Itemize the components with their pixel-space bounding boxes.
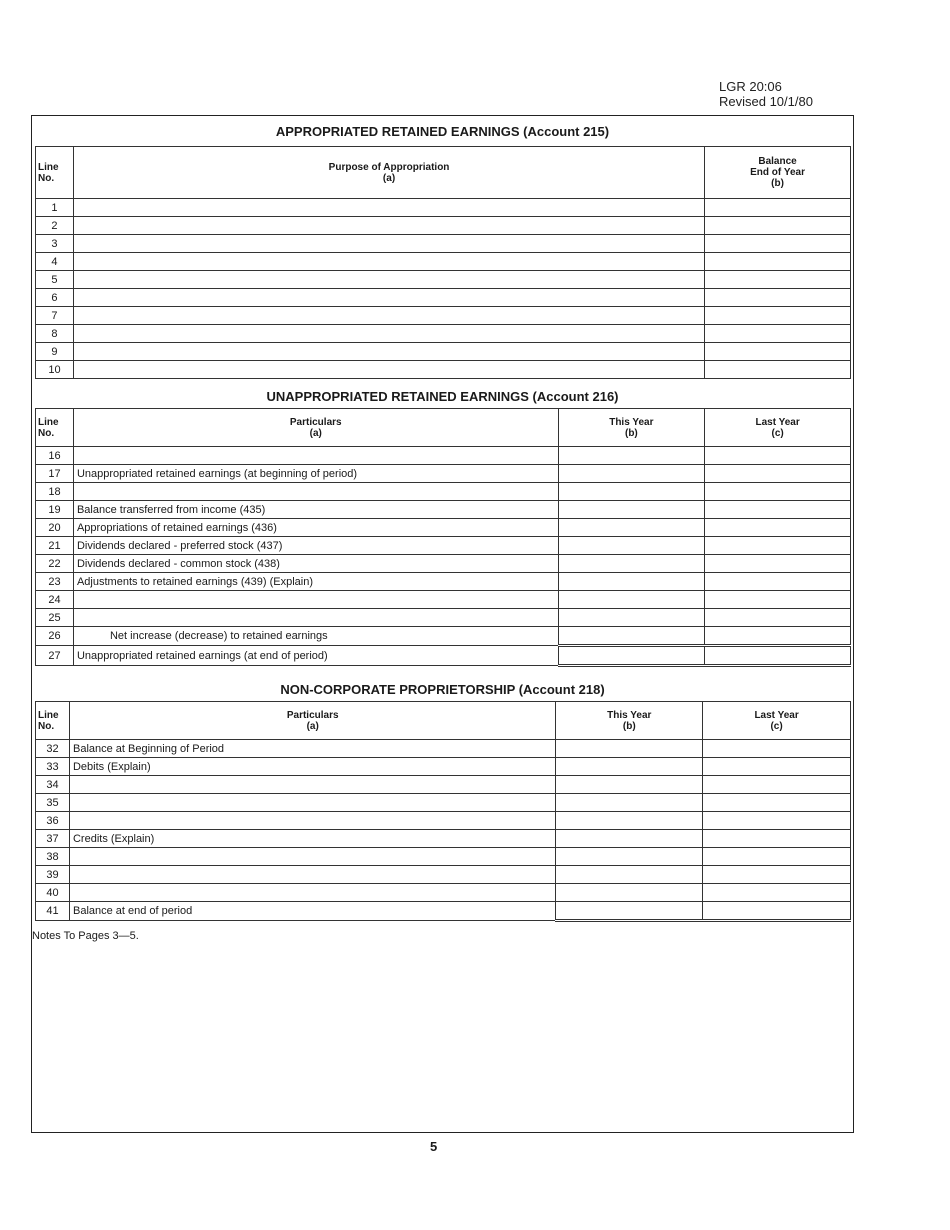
table-row xyxy=(36,848,851,866)
particulars-cell xyxy=(73,343,704,361)
line-number: 19 xyxy=(36,501,74,519)
last-year-cell[interactable] xyxy=(705,501,851,519)
table-row xyxy=(36,217,851,235)
col-header-last-year: Last Year (c) xyxy=(703,702,851,740)
table-row xyxy=(36,253,851,271)
particulars-cell: Debits (Explain) xyxy=(69,758,555,776)
table-row xyxy=(36,343,851,361)
table-row xyxy=(36,609,851,627)
particulars-cell xyxy=(73,271,704,289)
unappropriated-table xyxy=(35,408,851,667)
section-title-proprietorship: NON-CORPORATE PROPRIETORSHIP (Account 218) xyxy=(280,682,605,697)
particulars-cell xyxy=(73,325,704,343)
last-year-cell[interactable] xyxy=(705,555,851,573)
balance-cell[interactable] xyxy=(705,307,851,325)
particulars-cell xyxy=(69,866,555,884)
particulars-cell xyxy=(73,609,558,627)
particulars-cell xyxy=(73,217,704,235)
last-year-cell[interactable] xyxy=(705,609,851,627)
table-row xyxy=(36,740,851,758)
table-row xyxy=(36,235,851,253)
last-year-cell[interactable] xyxy=(705,573,851,591)
this-year-cell[interactable] xyxy=(556,812,703,830)
this-year-cell[interactable] xyxy=(556,866,703,884)
col-header-particulars: Particulars (a) xyxy=(73,409,558,447)
particulars-cell: Balance at end of period xyxy=(69,902,555,921)
line-number: 8 xyxy=(36,325,74,343)
table-row xyxy=(36,519,851,537)
table-row xyxy=(36,199,851,217)
this-year-cell[interactable] xyxy=(558,465,705,483)
table-row xyxy=(36,830,851,848)
last-year-cell[interactable] xyxy=(703,776,851,794)
particulars-cell xyxy=(69,848,555,866)
line-number: 25 xyxy=(36,609,74,627)
line-number: 2 xyxy=(36,217,74,235)
col-header-balance: Balance End of Year (b) xyxy=(705,147,851,199)
this-year-cell[interactable] xyxy=(558,537,705,555)
form-code: LGR 20:06 xyxy=(719,79,782,94)
this-year-cell[interactable] xyxy=(558,627,705,646)
table-row xyxy=(36,307,851,325)
line-number: 5 xyxy=(36,271,74,289)
particulars-cell: Unappropriated retained earnings (at end of period) xyxy=(73,646,558,666)
balance-cell[interactable] xyxy=(705,361,851,379)
this-year-cell[interactable] xyxy=(556,884,703,902)
table-row xyxy=(36,465,851,483)
table-row xyxy=(36,591,851,609)
last-year-cell[interactable] xyxy=(705,646,851,666)
last-year-cell[interactable] xyxy=(705,591,851,609)
particulars-cell xyxy=(73,199,704,217)
last-year-cell[interactable] xyxy=(703,848,851,866)
col-header-particulars: Particulars (a) xyxy=(69,702,555,740)
last-year-cell[interactable] xyxy=(703,740,851,758)
line-number: 37 xyxy=(36,830,70,848)
last-year-cell[interactable] xyxy=(705,465,851,483)
particulars-cell xyxy=(73,361,704,379)
last-year-cell[interactable] xyxy=(705,447,851,465)
particulars-cell xyxy=(69,794,555,812)
this-year-cell[interactable] xyxy=(558,447,705,465)
table-row xyxy=(36,361,851,379)
table-row xyxy=(36,884,851,902)
this-year-cell[interactable] xyxy=(558,591,705,609)
balance-cell[interactable] xyxy=(705,271,851,289)
particulars-cell xyxy=(69,884,555,902)
last-year-cell[interactable] xyxy=(705,483,851,501)
line-number: 9 xyxy=(36,343,74,361)
table-row xyxy=(36,866,851,884)
appropriated-table xyxy=(35,146,851,379)
line-number: 26 xyxy=(36,627,74,646)
last-year-cell[interactable] xyxy=(703,812,851,830)
line-number: 35 xyxy=(36,794,70,812)
table-row xyxy=(36,271,851,289)
last-year-cell[interactable] xyxy=(703,830,851,848)
line-number: 10 xyxy=(36,361,74,379)
notes-label: Notes To Pages 3—5. xyxy=(32,930,139,942)
particulars-cell: Credits (Explain) xyxy=(69,830,555,848)
last-year-cell[interactable] xyxy=(703,902,851,921)
revision-date: Revised 10/1/80 xyxy=(719,94,813,109)
table-row xyxy=(36,902,851,921)
particulars-cell xyxy=(73,591,558,609)
this-year-cell[interactable] xyxy=(558,501,705,519)
this-year-cell[interactable] xyxy=(556,794,703,812)
last-year-cell[interactable] xyxy=(703,758,851,776)
table-row xyxy=(36,812,851,830)
particulars-cell xyxy=(69,776,555,794)
this-year-cell[interactable] xyxy=(556,830,703,848)
line-number: 21 xyxy=(36,537,74,555)
form-identifier xyxy=(719,79,813,109)
this-year-cell[interactable] xyxy=(556,758,703,776)
table-row xyxy=(36,776,851,794)
line-number: 7 xyxy=(36,307,74,325)
line-number: 16 xyxy=(36,447,74,465)
balance-cell[interactable] xyxy=(705,343,851,361)
balance-cell[interactable] xyxy=(705,289,851,307)
section-title-unappropriated: UNAPPROPRIATED RETAINED EARNINGS (Account 216) xyxy=(266,389,619,404)
particulars-cell: Appropriations of retained earnings (436) xyxy=(73,519,558,537)
table-row xyxy=(36,758,851,776)
this-year-cell[interactable] xyxy=(556,902,703,921)
particulars-cell xyxy=(73,447,558,465)
particulars-cell xyxy=(73,235,704,253)
balance-cell[interactable] xyxy=(705,217,851,235)
last-year-cell[interactable] xyxy=(703,884,851,902)
last-year-cell[interactable] xyxy=(705,627,851,646)
this-year-cell[interactable] xyxy=(558,609,705,627)
proprietorship-table xyxy=(35,701,851,922)
last-year-cell[interactable] xyxy=(703,866,851,884)
line-number: 4 xyxy=(36,253,74,271)
balance-cell[interactable] xyxy=(705,199,851,217)
col-header-this-year: This Year (b) xyxy=(558,409,705,447)
particulars-cell xyxy=(69,812,555,830)
table-row xyxy=(36,325,851,343)
line-number: 33 xyxy=(36,758,70,776)
this-year-cell[interactable] xyxy=(558,555,705,573)
this-year-cell[interactable] xyxy=(556,848,703,866)
table-row xyxy=(36,501,851,519)
line-number: 23 xyxy=(36,573,74,591)
particulars-cell xyxy=(73,307,704,325)
line-number: 20 xyxy=(36,519,74,537)
particulars-cell: Balance transferred from income (435) xyxy=(73,501,558,519)
balance-cell[interactable] xyxy=(705,325,851,343)
this-year-cell[interactable] xyxy=(556,740,703,758)
particulars-cell xyxy=(73,289,704,307)
particulars-cell: Net increase (decrease) to retained earnings xyxy=(73,627,558,646)
line-number: 1 xyxy=(36,199,74,217)
this-year-cell[interactable] xyxy=(558,573,705,591)
this-year-cell[interactable] xyxy=(558,646,705,666)
this-year-cell[interactable] xyxy=(556,776,703,794)
col-header-this-year: This Year (b) xyxy=(556,702,703,740)
col-header-line-no: Line No. xyxy=(36,147,74,199)
col-header-line-no: Line No. xyxy=(36,702,70,740)
balance-cell[interactable] xyxy=(705,253,851,271)
table-row xyxy=(36,627,851,646)
table-row xyxy=(36,794,851,812)
table-row xyxy=(36,447,851,465)
line-number: 34 xyxy=(36,776,70,794)
last-year-cell[interactable] xyxy=(705,537,851,555)
line-number: 3 xyxy=(36,235,74,253)
form-frame xyxy=(31,115,854,1133)
particulars-cell: Dividends declared - preferred stock (437) xyxy=(73,537,558,555)
line-number: 27 xyxy=(36,646,74,666)
col-header-line-no: Line No. xyxy=(36,409,74,447)
col-header-purpose: Purpose of Appropriation (a) xyxy=(73,147,704,199)
section-title-appropriated: APPROPRIATED RETAINED EARNINGS (Account 215) xyxy=(275,124,610,139)
line-number: 17 xyxy=(36,465,74,483)
col-header-last-year: Last Year (c) xyxy=(705,409,851,447)
particulars-cell: Adjustments to retained earnings (439) (Explain) xyxy=(73,573,558,591)
line-number: 18 xyxy=(36,483,74,501)
particulars-cell: Dividends declared - common stock (438) xyxy=(73,555,558,573)
line-number: 24 xyxy=(36,591,74,609)
line-number: 39 xyxy=(36,866,70,884)
last-year-cell[interactable] xyxy=(703,794,851,812)
line-number: 40 xyxy=(36,884,70,902)
table-row xyxy=(36,537,851,555)
line-number: 22 xyxy=(36,555,74,573)
particulars-cell: Unappropriated retained earnings (at beginning of period) xyxy=(73,465,558,483)
table-row xyxy=(36,555,851,573)
table-row xyxy=(36,289,851,307)
this-year-cell[interactable] xyxy=(558,519,705,537)
line-number: 38 xyxy=(36,848,70,866)
table-row xyxy=(36,646,851,666)
line-number: 41 xyxy=(36,902,70,921)
line-number: 6 xyxy=(36,289,74,307)
particulars-cell: Balance at Beginning of Period xyxy=(69,740,555,758)
particulars-cell xyxy=(73,253,704,271)
this-year-cell[interactable] xyxy=(558,483,705,501)
balance-cell[interactable] xyxy=(705,235,851,253)
last-year-cell[interactable] xyxy=(705,519,851,537)
line-number: 36 xyxy=(36,812,70,830)
line-number: 32 xyxy=(36,740,70,758)
table-row xyxy=(36,573,851,591)
particulars-cell xyxy=(73,483,558,501)
table-row xyxy=(36,483,851,501)
page-number: 5 xyxy=(430,1139,438,1154)
